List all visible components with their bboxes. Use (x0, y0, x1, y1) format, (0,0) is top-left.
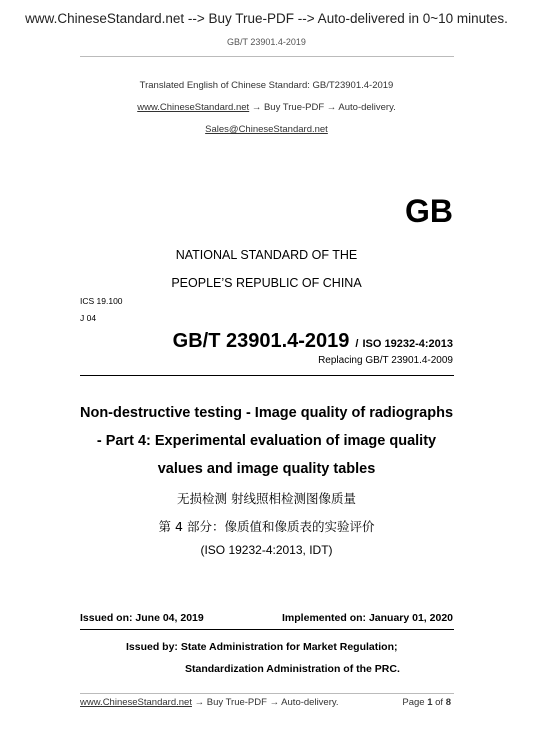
title-divider (80, 375, 454, 376)
gb-logo: GB (405, 193, 453, 229)
header-standard-code: GB/T 23901.4-2019 (227, 37, 306, 47)
page-current: 1 (427, 697, 433, 708)
page-total: 8 (445, 697, 451, 708)
standard-number-line (173, 330, 453, 353)
top-banner: www.ChineseStandard.net --> Buy True-PDF --> Auto-delivered in 0~10 minutes. (25, 11, 508, 26)
website-line (0, 102, 533, 113)
website-link[interactable]: www.ChineseStandard.net (137, 102, 250, 113)
page-of: of (432, 697, 446, 708)
standard-number: GB/T 23901.4-2019 (172, 330, 350, 352)
ics-code: ICS 19.100 (80, 296, 123, 306)
iso-number: ISO 19232-4:2013 (362, 338, 453, 350)
issued-by-line1: Issued by: State Administration for Market Regulation; (126, 641, 398, 653)
national-standard-line2: PEOPLE’S REPUBLIC OF CHINA (171, 276, 362, 290)
standard-separator: / (355, 338, 359, 350)
issued-date: Issued on: June 04, 2019 (80, 612, 204, 624)
page-indicator (402, 697, 451, 708)
implemented-date: Implemented on: January 01, 2020 (282, 612, 453, 624)
email-link[interactable]: Sales@ChineseStandard.net (205, 124, 328, 135)
translation-note: Translated English of Chinese Standard: GB/T23901.4-2019 (139, 80, 394, 91)
footer-divider (80, 693, 454, 694)
header-divider (80, 56, 454, 57)
footer-website-line (80, 697, 339, 708)
title-line2: - Part 4: Experimental evaluation of image quality (96, 433, 437, 449)
iso-equivalence: (ISO 19232-4:2013, IDT) (200, 543, 333, 557)
chinese-title-line1: 无损检测 射线照相检测图像质量 (177, 491, 356, 506)
j-code: J 04 (80, 313, 97, 323)
national-standard-line1: NATIONAL STANDARD OF THE (175, 248, 358, 262)
footer-website-link[interactable]: www.ChineseStandard.net (80, 697, 192, 708)
replacing-note: Replacing GB/T 23901.4-2009 (318, 355, 453, 366)
issued-by-line2: Standardization Administration of the PRC. (185, 663, 400, 675)
title-line1: Non-destructive testing - Image quality of radiographs (79, 405, 454, 421)
website-line-rest: → Buy True-PDF → Auto-delivery. (249, 102, 396, 113)
title-line3: values and image quality tables (157, 461, 376, 477)
page-label: Page (402, 697, 428, 708)
dates-divider (80, 629, 454, 630)
footer-website-rest: → Buy True-PDF → Auto-delivery. (191, 697, 339, 708)
chinese-title-line2: 第 4 部分：像质值和像质表的实验评价 (158, 519, 375, 534)
